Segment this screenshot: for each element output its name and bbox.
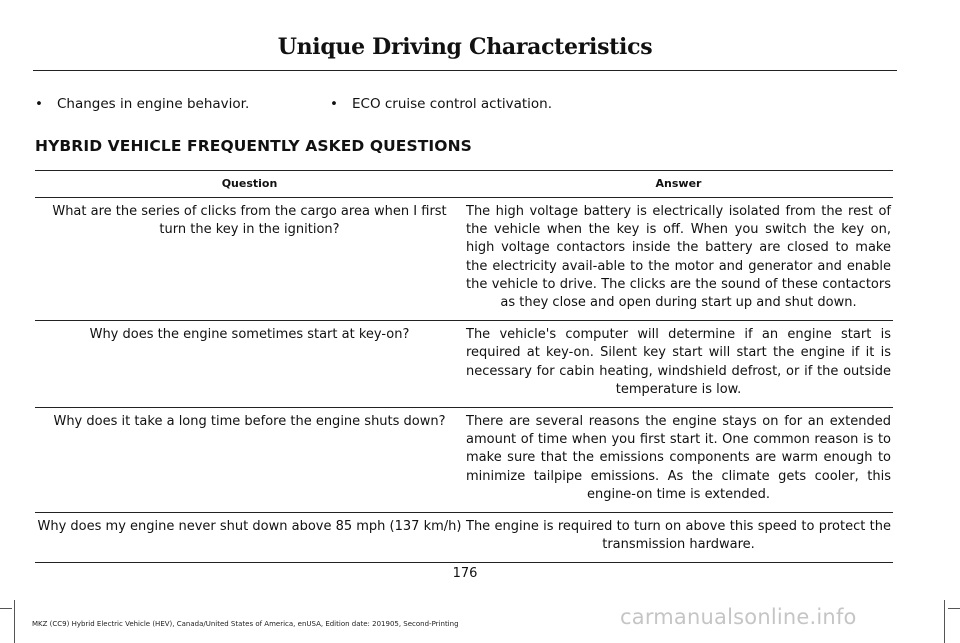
section-heading: HYBRID VEHICLE FREQUENTLY ASKED QUESTIONS [35,137,472,155]
column-header-answer: Answer [464,171,893,198]
page-number: 176 [452,566,478,581]
question-cell: What are the series of clicks from the cargo area when I first turn the key in the ignition? [35,198,464,321]
table-row [35,408,893,513]
header-rule [33,70,897,71]
question-cell: Why does it take a long time before the engine shuts down? [35,408,464,513]
bullet-item [35,96,249,112]
question-cell: Why does my engine never shut down above 85 mph (137 km/h) [35,513,464,563]
column-header-question: Question [35,171,464,198]
answer-cell: The engine is required to turn on above this speed to protect the transmission hardware. [464,513,893,563]
bullet-item [330,96,552,112]
question-cell: Why does the engine sometimes start at key-on? [35,321,464,408]
table-row [35,321,893,408]
table-row [35,198,893,321]
answer-cell: The vehicle's computer will determine if an engine start is required at key-on. Silent key start will start the engine if it is necessary for cabin heating, windshield defrost, or if the outside temperature is low. [464,321,893,408]
page-title: Unique Driving Characteristics [277,34,653,60]
faq-table [35,170,893,563]
bullet-text: ECO cruise control activation. [352,96,553,112]
bullet-symbol: • [330,96,338,112]
bullet-text: Changes in engine behavior. [57,96,250,112]
watermark: carmanualsonline.info [620,605,857,629]
crop-mark-left-h [0,608,12,609]
table-row [35,513,893,563]
answer-cell: There are several reasons the engine stays on for an extended amount of time when you first start it. One common reason is to make sure that the emissions components are warm enough to minimize tailpipe emissions. As the climate gets cooler, this engine-on time is extended. [464,408,893,513]
bullet-symbol: • [35,96,43,112]
crop-mark-left [14,600,15,643]
edition-footer: MKZ (CC9) Hybrid Electric Vehicle (HEV), Canada/United States of America, enUSA, Edition date: 201905, Second-Printing [32,620,459,628]
table-header-row [35,171,893,198]
answer-cell: The high voltage battery is electrically isolated from the rest of the vehicle when the key is off. When you switch the key on, high voltage contactors inside the battery are closed to make the electricity avail-able to the motor and generator and enable the vehicle to drive. The clicks are the sound of these contactors as they close and open during start up and shut down. [464,198,893,321]
